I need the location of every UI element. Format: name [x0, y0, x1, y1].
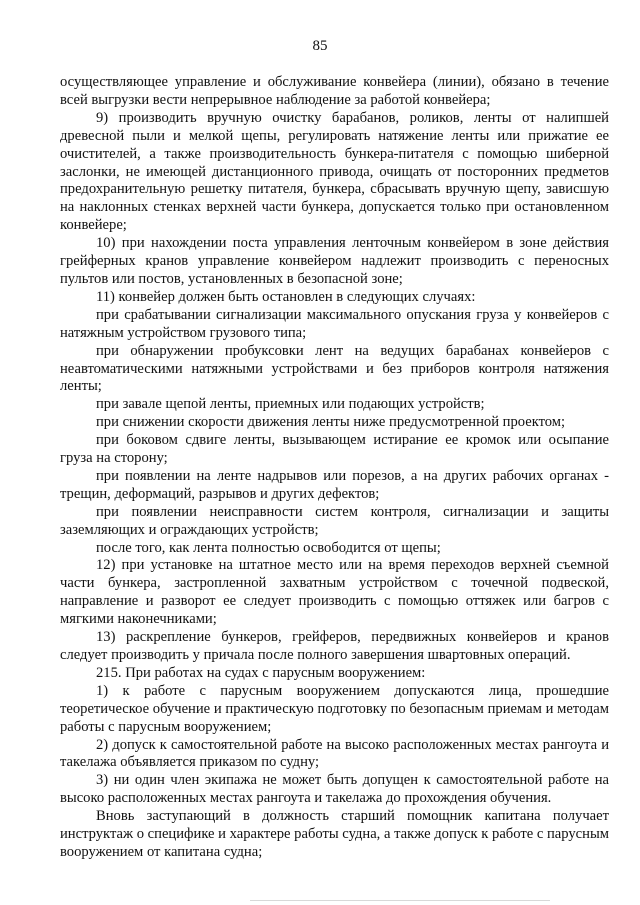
paragraph-stop-case-5: при боковом сдвиге ленты, вызывающем истирание ее кромок или осыпание груза на сторону;: [60, 432, 609, 467]
paragraph-sail-item-3: 3) ни один член экипажа не может быть допущен к самостоятельной работе на высоко расположенных местах рангоута и такелажа до прохождения обучения.: [60, 772, 609, 807]
paragraph-item-9: 9) производить вручную очистку барабанов, роликов, ленты от налипшей древесной пыли и мелкой щепы, регулировать натяжение ленты или прижатие ее очистителей, а также производительность бункера-питателя с помощью шиберной заслонки, не имеющей дистанционного привода, очищать от посторонних предметов предохранительную решетку питателя, бункера, сбрасывать вручную щепу, зависшую на наклонных стенках верхней части бункера, допускается только при остановленном конвейере;: [60, 109, 609, 234]
paragraph-item-12: 12) при установке на штатное место или на время переходов верхней съемной части бункера, застропленной захватным устройством с точечной подвеской, направление и разворот ее следует производить с помощью оттяжек или багров с мягкими наконечниками;: [60, 557, 609, 628]
paragraph-stop-case-3: при завале щепой ленты, приемных или подающих устройств;: [96, 396, 485, 413]
paragraph-section-215: 215. При работах на судах с парусным вооружением:: [96, 664, 426, 681]
paragraph-stop-case-8: после того, как лента полностью освободится от щепы;: [96, 539, 441, 556]
paragraph-item-11: 11) конвейер должен быть остановлен в следующих случаях:: [96, 288, 476, 305]
paragraph-sail-item-2: 2) допуск к самостоятельной работе на высоко расположенных местах рангоута и такелажа объявляется приказом по судну;: [60, 736, 609, 771]
paragraph-item-10: 10) при нахождении поста управления ленточным конвейером в зоне действия грейферных кранов управление конвейером надлежит производить с переносных пультов или постов, установленных в безопасной зоне;: [60, 235, 609, 287]
paragraph-continuation: осуществляющее управление и обслуживание конвейера (линии), обязано в течение всей выгрузки вести непрерывное наблюдение за работой конвейера;: [60, 74, 609, 108]
page-number: 85: [312, 38, 328, 54]
paragraph-stop-case-4: при снижении скорости движения ленты ниже предусмотренной проектом;: [96, 414, 566, 431]
paragraph-stop-case-6: при появлении на ленте надрывов или порезов, а на других рабочих органах - трещин, деформаций, разрывов и других дефектов;: [60, 467, 609, 502]
paragraph-chief-mate: Вновь заступающий в должность старший помощник капитана получает инструктаж о специфике и характере работы судна, а также допуск к работе с парусным вооружением от капитана судна;: [60, 808, 609, 860]
paragraph-stop-case-2: при обнаружении пробуксовки лент на ведущих барабанах конвейеров с неавтоматическими натяжными устройствами и без приборов контроля натяжения ленты;: [60, 342, 609, 395]
paragraph-sail-item-1: 1) к работе с парусным вооружением допускаются лица, прошедшие теоретическое обучение и практическую подготовку по безопасным приемам и методам работы с парусным вооружением;: [60, 682, 609, 735]
document-body: [60, 74, 609, 862]
paragraph-stop-case-1: при срабатывании сигнализации максимального опускания груза у конвейеров с натяжным устройством грузового типа;: [60, 306, 609, 341]
page-bottom-edge: [250, 900, 550, 901]
paragraph-item-13: 13) раскрепление бункеров, грейферов, передвижных конвейеров и кранов следует производить у причала после полного завершения швартовных операций.: [60, 629, 609, 663]
paragraph-stop-case-7: при появлении неисправности систем контроля, сигнализации и защиты заземляющих и ограждающих устройств;: [60, 503, 609, 538]
